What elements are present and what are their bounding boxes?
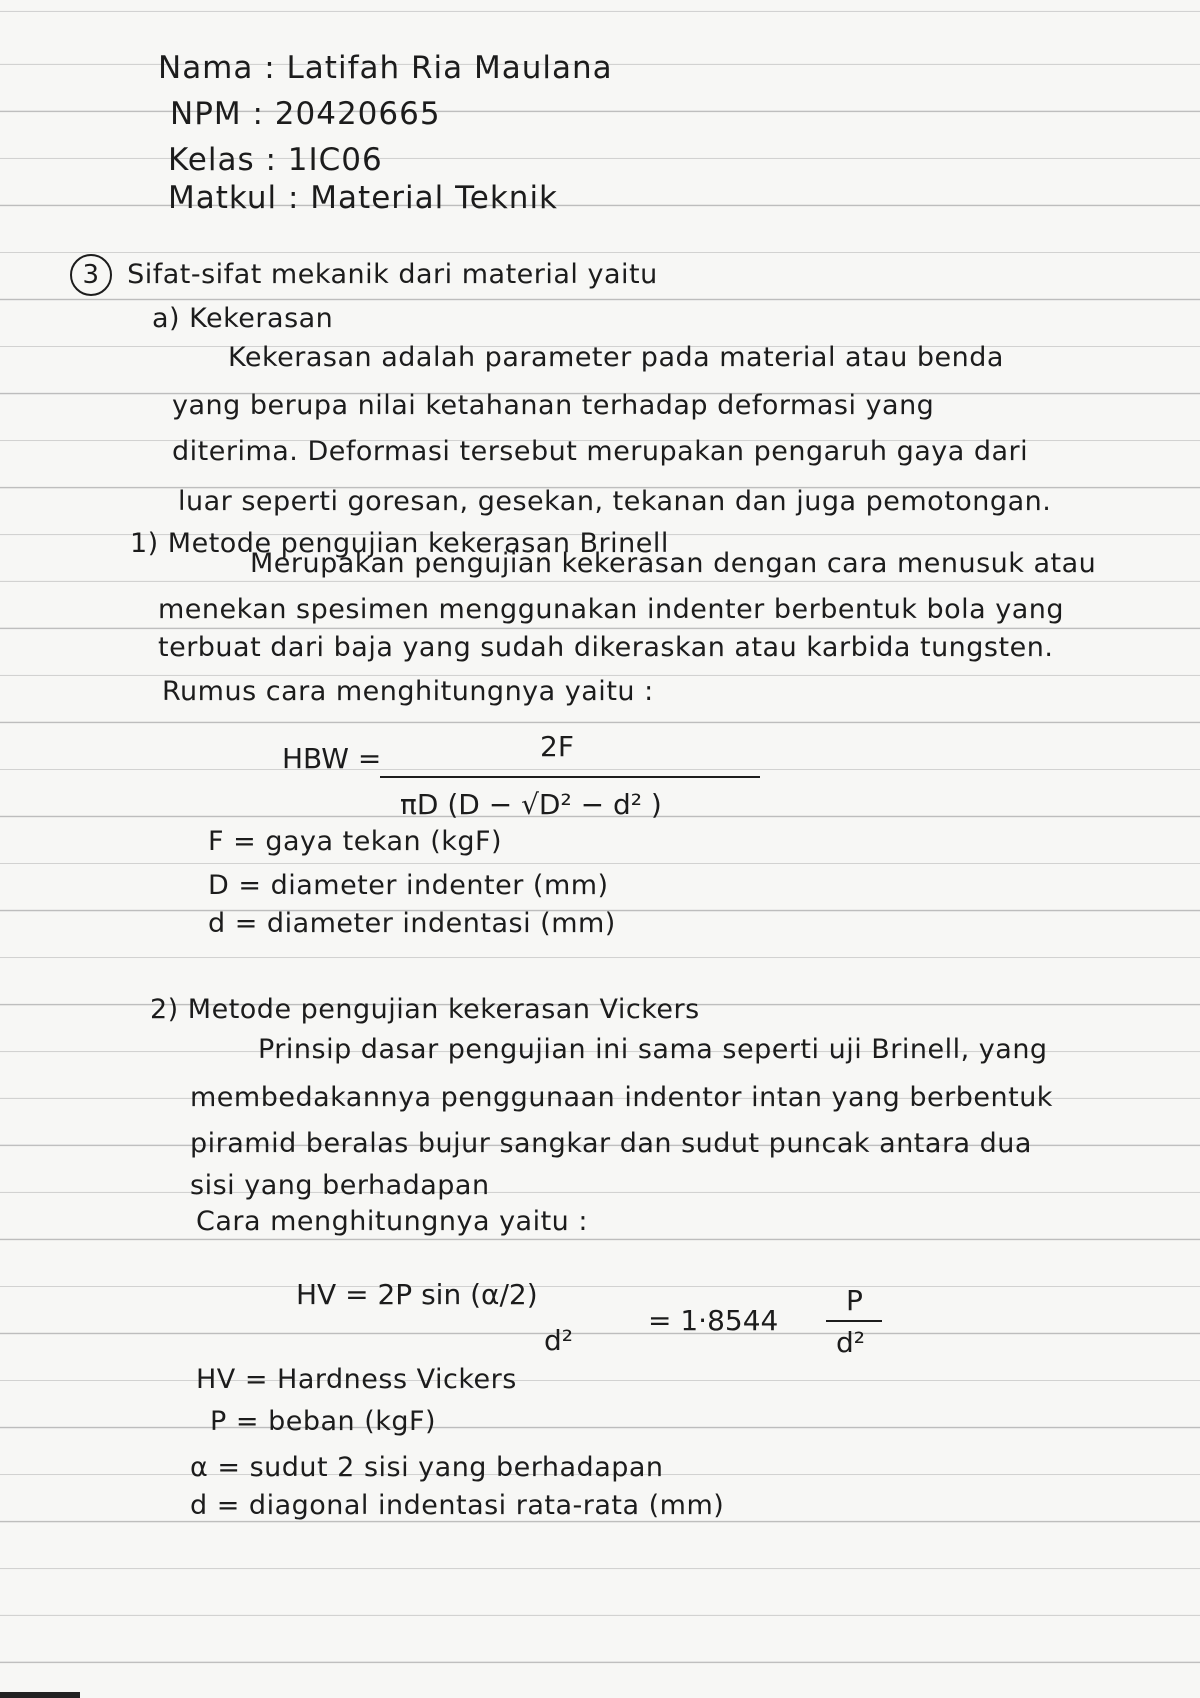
section-a-line-4: luar seperti goresan, gesekan, tekanan dan juga pemotongan. xyxy=(178,486,1052,517)
vickers-var-HV: HV = Hardness Vickers xyxy=(196,1364,517,1395)
student-name: Nama : Latifah Ria Maulana xyxy=(158,50,613,86)
vickers-formula-denominator-1: d² xyxy=(544,1324,573,1357)
section-a-line-3: diterima. Deformasi tersebut merupakan pengaruh gaya dari xyxy=(172,436,1029,467)
brinell-formula-numerator: 2F xyxy=(540,730,574,763)
brinell-formula-denominator: πD (D − √D² − d² ) xyxy=(400,788,662,821)
student-npm: NPM : 20420665 xyxy=(170,96,441,132)
question-number: 3 xyxy=(70,254,112,296)
vickers-line-5: Cara menghitungnya yaitu : xyxy=(196,1206,588,1237)
brinell-line-3: terbuat dari baja yang sudah dikeraskan atau karbida tungsten. xyxy=(158,632,1054,663)
vickers-formula-denominator-2: d² xyxy=(836,1326,865,1359)
vickers-formula-numerator-2: P xyxy=(846,1284,863,1317)
course-name: Matkul : Material Teknik xyxy=(168,180,559,216)
brinell-var-d: d = diameter indentasi (mm) xyxy=(208,908,616,939)
question-title: Sifat-sifat mekanik dari material yaitu xyxy=(127,259,658,290)
question-title-row xyxy=(70,254,658,296)
section-a-line-1: Kekerasan adalah parameter pada material atau benda xyxy=(228,342,1004,373)
brinell-line-4: Rumus cara menghitungnya yaitu : xyxy=(162,676,654,707)
vickers-heading: 2) Metode pengujian kekerasan Vickers xyxy=(150,994,700,1025)
vickers-line-4: sisi yang berhadapan xyxy=(190,1170,490,1201)
page-edge-mark xyxy=(0,1692,80,1698)
section-a-heading: a) Kekerasan xyxy=(152,303,334,334)
brinell-line-1: Merupakan pengujian kekerasan dengan cara menusuk atau xyxy=(250,548,1097,579)
vickers-line-1: Prinsip dasar pengujian ini sama seperti uji Brinell, yang xyxy=(258,1034,1048,1065)
vickers-line-3: piramid beralas bujur sangkar dan sudut puncak antara dua xyxy=(190,1128,1032,1159)
brinell-formula-lhs: HBW = xyxy=(282,742,382,775)
vickers-line-2: membedakannya penggunaan indentor intan yang berbentuk xyxy=(190,1082,1053,1113)
brinell-var-D: D = diameter indenter (mm) xyxy=(208,870,609,901)
vickers-var-alpha: α = sudut 2 sisi yang berhadapan xyxy=(190,1452,664,1483)
brinell-line-2: menekan spesimen menggunakan indenter berbentuk bola yang xyxy=(158,594,1065,625)
vickers-var-d: d = diagonal indentasi rata-rata (mm) xyxy=(190,1490,725,1521)
vickers-formula-constant: = 1·8544 xyxy=(648,1304,779,1337)
brinell-var-F: F = gaya tekan (kgF) xyxy=(208,826,503,857)
vickers-formula-lhs: HV = 2P sin (α/2) xyxy=(296,1278,538,1311)
brinell-heading: 1) Metode pengujian kekerasan Brinell xyxy=(130,528,669,559)
vickers-fraction-bar xyxy=(826,1320,882,1322)
section-a-line-2: yang berupa nilai ketahanan terhadap deformasi yang xyxy=(172,390,935,421)
brinell-fraction-bar xyxy=(380,776,760,778)
vickers-var-P: P = beban (kgF) xyxy=(210,1406,437,1437)
student-class: Kelas : 1IC06 xyxy=(168,142,383,178)
